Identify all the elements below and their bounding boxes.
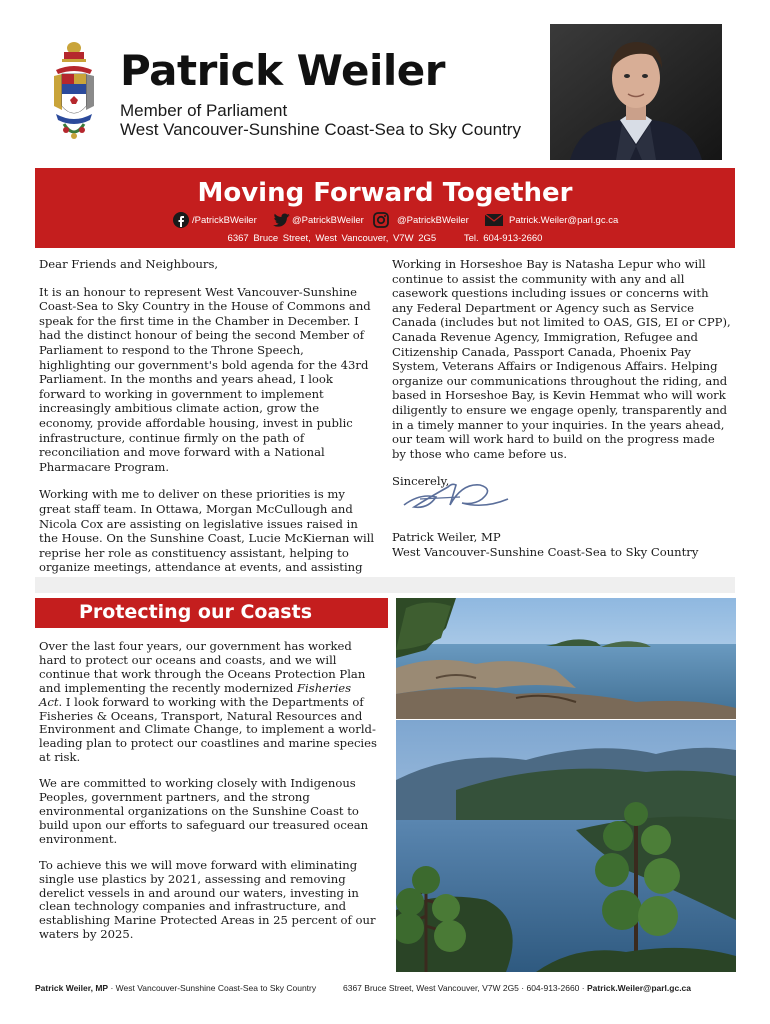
twitter-handle: @PatrickBWeiler bbox=[292, 214, 364, 226]
signature-name: Patrick Weiler, MP bbox=[392, 530, 501, 544]
footer-left bbox=[35, 983, 316, 993]
letter-paragraph-1: It is an honour to represent West Vancouver-Sunshine Coast-Sea to Sky Country in the House of Commons and speak for the first time in the Chamber in December. I had the distinct honour of being the second Member of Parliament to respond to the Throne Speech, highlighting our government's bold agenda for the 43rd Parliament. In the months and years ahead, I look forward to working in government to implement increasingly ambitious climate action, grow the economy, provide affordable housing, invest in public infrastructure, continue firmly on the path of reconciliation and move forward with a National Pharmacare Program. bbox=[39, 284, 371, 474]
facebook-contact[interactable] bbox=[173, 212, 257, 228]
coasts-p1-before: Over the last four years, our government has worked hard to protect our oceans and coasts, and we will continue that work through the Oceans Protection Plan and implementing the recently modernized bbox=[39, 639, 366, 695]
footer-email[interactable]: Patrick.Weiler@parl.gc.ca bbox=[586, 983, 692, 993]
coasts-paragraph-3: To achieve this we will move forward with eliminating single use plastics by 2021, assessing and removing derelict vessels in and around our waters, investing in clean technology companies and infrastructure, and establishing Marine Protected Areas in 25 percent of our waters by 2025. bbox=[39, 857, 376, 942]
signature bbox=[400, 475, 512, 517]
fisheries-act-title: Fisheries Act bbox=[39, 680, 352, 709]
instagram-handle: @PatrickBWeiler bbox=[397, 214, 469, 226]
instagram-contact[interactable] bbox=[373, 212, 469, 228]
twitter-icon bbox=[273, 212, 289, 228]
letter-column-left bbox=[39, 257, 377, 602]
signature-riding: West Vancouver-Sunshine Coast-Sea to Sky Country bbox=[392, 544, 699, 559]
letter-greeting: Dear Friends and Neighbours, bbox=[39, 257, 219, 271]
footer-name: Patrick Weiler, MP bbox=[35, 983, 109, 993]
office-address bbox=[35, 233, 735, 244]
telephone: Tel. 604-913-2660 bbox=[463, 233, 543, 244]
email-contact[interactable] bbox=[484, 212, 618, 228]
twitter-contact[interactable] bbox=[273, 212, 364, 228]
coasts-p1-after: . I look forward to working with the Departments of Fisheries & Oceans, Transport, Natural Resources and Environment and Climate Change, to implement a world-leading plan to protect our coastlines and marine species at risk. bbox=[39, 694, 377, 765]
shoreline-photo bbox=[396, 598, 736, 719]
section-heading: Protecting our Coasts bbox=[79, 601, 313, 623]
mp-role bbox=[120, 101, 521, 139]
footer-address: 6367 Bruce Street, West Vancouver, V7W 2G5 · 604-913-2660 · bbox=[343, 983, 587, 993]
coasts-paragraph-1 bbox=[39, 640, 377, 765]
facebook-icon bbox=[173, 212, 189, 228]
footer-right bbox=[343, 983, 691, 993]
letter-paragraph-3: Working in Horseshoe Bay is Natasha Lepur who will continue to assist the community with any and all casework questions including issues or concerns with any Federal Department or Agency such as Service Canada (includes but not limited to OAS, GIS, EI or CPP), Canada Revenue Agency, Immigration, Refugee and Citizenship Canada, Passport Canada, Phoenix Pay System, Veterans Affairs or Indigenous Affairs. Helping organize our communications throughout the riding, and based in Horseshoe Bay, is Kevin Hemmat who will work diligently to ensure we engage openly, transparently and in a timely manner to your inquiries. In the years ahead, our team will work hard to build on the progress made by those who came before us. bbox=[392, 257, 731, 461]
slogan: Moving Forward Together bbox=[197, 178, 573, 208]
footer-riding: · West Vancouver-Sunshine Coast-Sea to Sky Country bbox=[108, 983, 317, 993]
email-address: Patrick.Weiler@parl.gc.ca bbox=[509, 214, 619, 226]
coasts-paragraph-2: We are committed to working closely with Indigenous Peoples, government partners, and the strong environmental organizations on the Sunshine Coast to build upon our efforts to safeguard our treasured ocean environment. bbox=[39, 776, 369, 846]
riding-name: West Vancouver-Sunshine Coast-Sea to Sky Country bbox=[120, 120, 521, 139]
portrait-photo bbox=[550, 24, 722, 160]
signature-block bbox=[392, 530, 698, 559]
instagram-icon bbox=[373, 212, 389, 228]
email-icon bbox=[484, 212, 504, 228]
section-heading-bar bbox=[35, 598, 388, 628]
section-divider bbox=[35, 577, 735, 593]
coat-of-arms-icon bbox=[50, 40, 98, 148]
coastal-landscape-photo bbox=[396, 720, 736, 972]
letter-closing: Sincerely, bbox=[392, 474, 450, 489]
role-title: Member of Parliament bbox=[120, 101, 288, 120]
coasts-text bbox=[39, 640, 377, 954]
mp-name: Patrick Weiler bbox=[120, 46, 445, 95]
letter-column-right bbox=[392, 257, 732, 502]
street-address: 6367 Bruce Street, West Vancouver, V7W 2G5 bbox=[227, 233, 437, 244]
letter-paragraph-2: Working with me to deliver on these priorities is my great staff team. In Ottawa, Morgan McCullough and Nicola Cox are assisting on legislative issues raised in the House. On the Sunshine Coast, Lucie McKiernan will reprise her role as constituency assistant, helping to organize meetings, attendance at events, and assisting bbox=[39, 487, 375, 575]
facebook-handle: /PatrickBWeiler bbox=[192, 214, 257, 226]
contact-banner bbox=[35, 168, 735, 248]
